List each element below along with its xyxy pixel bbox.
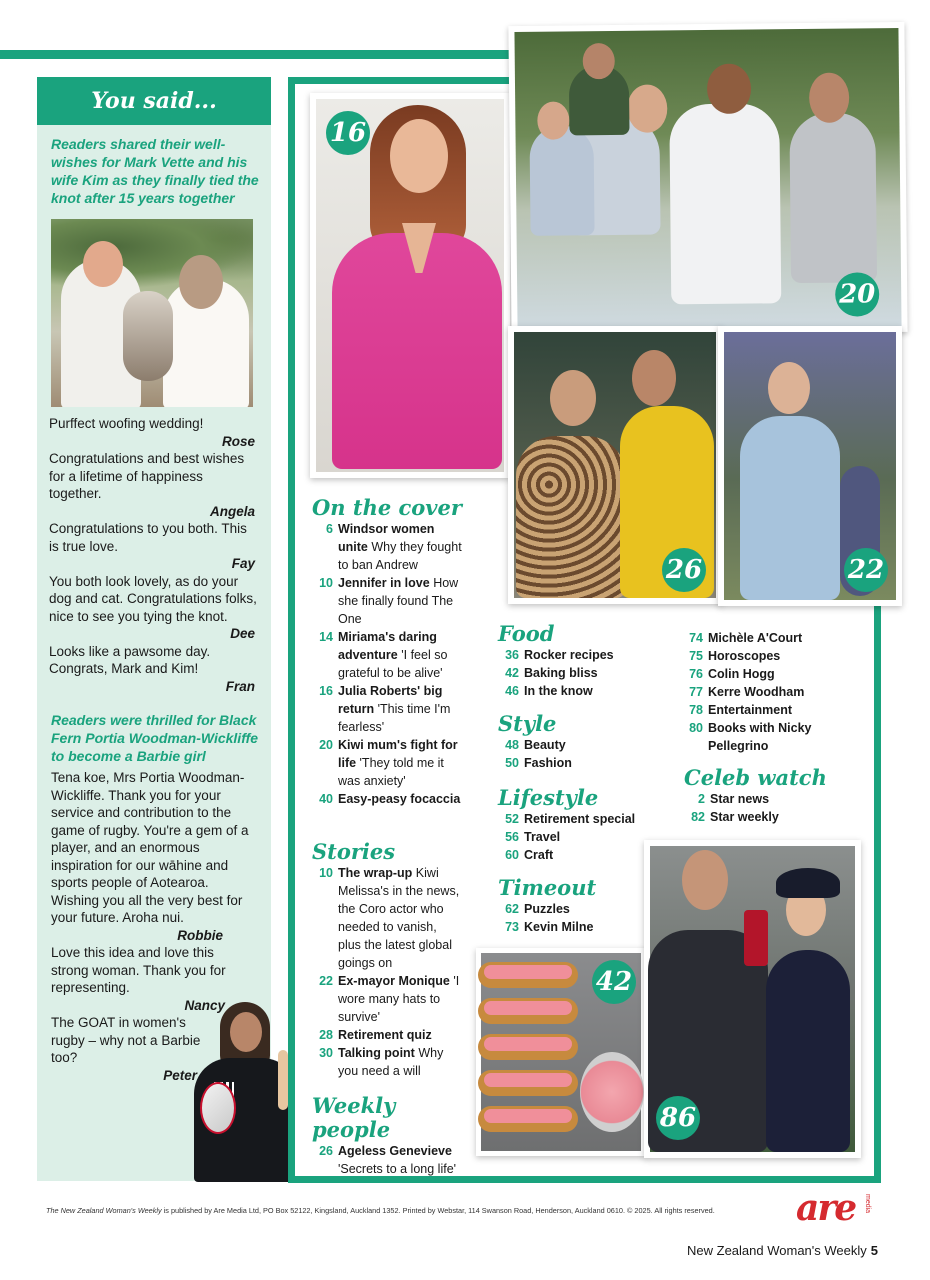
- entry-title: Ex-mayor Monique: [338, 974, 450, 988]
- entry-desc: Why you need a will: [338, 1046, 444, 1078]
- entry-page: 62: [505, 902, 519, 916]
- entry-title: Miriama's daring adventure: [338, 630, 437, 662]
- father-figure: [669, 103, 781, 304]
- timeout-heading: Timeout: [498, 875, 597, 900]
- you-said-heading: You said...: [37, 77, 271, 125]
- entry-desc: 'They told me it was anxiety': [338, 756, 444, 788]
- comment: [49, 573, 259, 643]
- lifestyle-list: [498, 810, 668, 864]
- entry-title: Michèle A'Court: [708, 631, 803, 645]
- entry-page: 42: [505, 666, 519, 680]
- contents-entry[interactable]: [312, 1044, 462, 1080]
- entry-title: Colin Hogg: [708, 667, 775, 681]
- contents-entry[interactable]: [684, 790, 864, 808]
- entry-title: Horoscopes: [708, 649, 781, 663]
- you-said-intro: Readers shared their well-wishes for Mark Vette and his wife Kim as they finally tied the knot after 15 years together: [51, 136, 259, 206]
- entry-title: The wrap-up: [338, 866, 413, 880]
- mother-head: [627, 84, 668, 132]
- leopard-print-figure: [516, 436, 626, 598]
- entry-page: 30: [319, 1046, 333, 1060]
- timeout-list: [498, 900, 638, 936]
- contents-entry[interactable]: [682, 701, 862, 719]
- daughter-figure: [789, 112, 877, 283]
- style-list: [498, 736, 668, 772]
- entry-title: Windsor women unite: [338, 522, 435, 554]
- contents-entry[interactable]: [312, 574, 462, 628]
- comment: [49, 415, 259, 450]
- imprint-footer: [46, 1206, 786, 1215]
- contents-entry[interactable]: [312, 790, 462, 808]
- toddler-head: [537, 101, 569, 139]
- comment-author: Fran: [225, 678, 255, 694]
- comment-text: The GOAT in women's rugby – why not a Barbie too?: [51, 1015, 201, 1065]
- eclair: [478, 1106, 578, 1132]
- julia-roberts-photo[interactable]: [310, 93, 510, 478]
- face-shape: [390, 119, 448, 193]
- entry-title: Beauty: [524, 738, 566, 752]
- comment-author: Peter: [163, 1067, 197, 1083]
- celeb-watch-heading: Celeb watch: [684, 765, 827, 790]
- contents-entry[interactable]: [312, 682, 462, 736]
- entry-page: 36: [505, 648, 519, 662]
- eclair: [478, 1070, 578, 1096]
- entry-page: 78: [689, 703, 703, 717]
- entry-title: Fashion: [524, 756, 572, 770]
- on-the-cover-heading: On the cover: [312, 495, 462, 520]
- page-badge: 86: [656, 1096, 700, 1140]
- on-the-cover-section: [312, 496, 462, 808]
- contents-entry[interactable]: [682, 683, 862, 701]
- contents-entry[interactable]: [498, 646, 668, 664]
- are-media-logo: are: [796, 1187, 856, 1229]
- icing-bowl: [580, 1052, 644, 1132]
- genevieve-photo[interactable]: [508, 326, 722, 604]
- entry-page: 80: [689, 721, 703, 735]
- timeout-section: [498, 876, 638, 936]
- contents-entry[interactable]: [312, 520, 462, 574]
- contents-entry[interactable]: [312, 1026, 462, 1044]
- entry-title: Retirement special: [524, 812, 636, 826]
- comment: [49, 450, 259, 520]
- contents-entry[interactable]: [684, 808, 864, 826]
- columnists-list: [682, 629, 862, 755]
- entry-page: 56: [505, 830, 519, 844]
- entry-title: Easy-peasy focaccia: [338, 792, 461, 806]
- comment-author: Fay: [231, 556, 255, 571]
- weekly-people-list: [312, 1142, 472, 1178]
- page-badge: 26: [662, 548, 706, 592]
- entry-title: Talking point: [338, 1046, 415, 1060]
- page-badge: 20: [835, 272, 879, 316]
- publication-name: The New Zealand Woman's Weekly: [46, 1206, 162, 1215]
- comment-text: Tena koe, Mrs Portia Woodman-Wickliffe. Thank you for your service and contribution to the game of rugby. You're a gem of a player, and an enormous inspiration for our wāhine and sports people of Aotearoa. Wishing you all the very best for your future. Aroha nui.: [51, 770, 249, 925]
- comment-text: Purffect woofing wedding!: [49, 416, 204, 431]
- cat-figure: [123, 291, 173, 381]
- stories-heading: Stories: [312, 839, 396, 864]
- food-heading: Food: [498, 621, 555, 646]
- entry-page: 46: [505, 684, 519, 698]
- entry-desc: 'I wore many hats to survive': [338, 974, 460, 1024]
- comments-list: [37, 407, 271, 695]
- entry-desc: Why they fought to ban Andrew: [338, 540, 462, 572]
- contents-entry[interactable]: [498, 846, 668, 864]
- family-photo[interactable]: [508, 22, 907, 336]
- contents-entry[interactable]: [498, 754, 668, 772]
- comment-author: Rose: [221, 433, 255, 449]
- comment-text: Congratulations to you both. This is true love.: [49, 521, 247, 554]
- food-list: [498, 646, 668, 700]
- entry-desc: 'Secrets to a long life': [338, 1162, 457, 1176]
- entry-page: 10: [319, 866, 333, 880]
- entry-title: Retirement quiz: [338, 1028, 432, 1042]
- entry-title: Baking bliss: [524, 666, 598, 680]
- comment-author: Dee: [230, 626, 255, 641]
- imprint-text: is published by Are Media Ltd, PO Box 52122, Kingsland, Auckland 1352. Printed by Webstar, 114 Swanson Road, Henderson, Auckland 0610. © 2025. All rights reserved.: [161, 1206, 715, 1215]
- contents-entry[interactable]: [498, 900, 638, 918]
- son-head: [583, 43, 615, 79]
- rugby-ball: [200, 1082, 236, 1134]
- entry-page: 28: [319, 1028, 333, 1042]
- columnists-section: [682, 629, 862, 755]
- eclair: [478, 998, 578, 1024]
- contents-entry[interactable]: [498, 664, 668, 682]
- contents-entry[interactable]: [682, 629, 862, 647]
- entry-title: Rocker recipes: [524, 648, 614, 662]
- older-woman-head: [550, 370, 596, 426]
- entry-title: Kiwi mum's fight for life: [338, 738, 458, 770]
- contents-entry[interactable]: [682, 719, 862, 755]
- contents-entry[interactable]: [682, 665, 862, 683]
- dress-figure: [766, 950, 850, 1152]
- barbie-doll: [278, 1050, 288, 1110]
- celeb-watch-section: [684, 766, 864, 826]
- younger-woman-head: [632, 350, 676, 406]
- wedding-photo: [51, 219, 253, 407]
- comment-text: Looks like a pawsome day. Congrats, Mark and Kim!: [49, 643, 211, 676]
- david-head: [682, 850, 728, 910]
- comment-author: Nancy: [184, 997, 225, 1013]
- entry-page: 76: [689, 667, 703, 681]
- entry-page: 48: [505, 738, 519, 752]
- entry-page: 6: [326, 522, 333, 536]
- contents-entry[interactable]: [498, 828, 668, 846]
- entry-title: In the know: [524, 684, 593, 698]
- entry-title: Jennifer in love: [338, 576, 430, 590]
- entry-title: Puzzles: [524, 902, 570, 916]
- contents-entry[interactable]: [312, 972, 462, 1026]
- groom-head: [83, 241, 123, 287]
- entry-desc: 'I feel so grateful to be alive': [338, 648, 448, 680]
- daughter-head: [809, 73, 850, 123]
- entry-page: 14: [319, 630, 333, 644]
- blue-suit-figure: [740, 416, 840, 600]
- comment: [49, 643, 259, 696]
- style-heading: Style: [498, 711, 557, 736]
- stories-section: [312, 840, 462, 1080]
- are-media-logo-sub: media: [864, 1194, 871, 1214]
- entry-page: 26: [319, 1144, 333, 1158]
- comment-author: Robbie: [177, 927, 223, 943]
- entry-title: Books with Nicky Pellegrino: [708, 721, 812, 753]
- celeb-watch-list: [684, 790, 864, 826]
- toddler-figure: [529, 125, 594, 236]
- style-section: [498, 712, 668, 772]
- comment: [49, 520, 259, 573]
- medal-box: [744, 910, 768, 966]
- entry-page: 75: [689, 649, 703, 663]
- contents-entry[interactable]: [312, 1142, 472, 1178]
- entry-page: 22: [319, 974, 333, 988]
- entry-page: 40: [319, 792, 333, 806]
- contents-entry[interactable]: [312, 736, 462, 790]
- entry-page: 60: [505, 848, 519, 862]
- monique-head: [768, 362, 810, 414]
- comment-text: You both look lovely, as do your dog and cat. Congratulations folks, nice to see you tying the knot.: [49, 573, 257, 624]
- entry-page: 16: [319, 684, 333, 698]
- eclairs-photo[interactable]: [476, 948, 646, 1156]
- entry-title: Ageless Genevieve: [338, 1144, 452, 1158]
- entry-title: Travel: [524, 830, 561, 844]
- weekly-people-section: [312, 1094, 472, 1178]
- page-badge: 42: [592, 960, 636, 1004]
- top-rule: [0, 50, 520, 59]
- entry-title: Kerre Woodham: [708, 685, 805, 699]
- folio-title: New Zealand Woman's Weekly: [687, 1243, 867, 1258]
- entry-page: 50: [505, 756, 519, 770]
- bride-head: [179, 255, 223, 309]
- lifestyle-heading: Lifestyle: [498, 785, 599, 810]
- contents-entry[interactable]: [682, 647, 862, 665]
- player-face: [230, 1012, 262, 1052]
- entry-title: Julia Roberts' big return: [338, 684, 443, 716]
- beckham-photo[interactable]: [644, 840, 861, 1158]
- entry-page: 74: [689, 631, 703, 645]
- comment-author: Angela: [209, 503, 255, 519]
- page-badge: 16: [326, 111, 370, 155]
- eclair: [478, 962, 578, 988]
- contents-entry[interactable]: [312, 864, 462, 972]
- entry-desc: How she finally found The One: [338, 576, 459, 626]
- lifestyle-section: [498, 786, 668, 864]
- on-the-cover-list: [312, 520, 462, 808]
- page-folio: [687, 1243, 878, 1258]
- comment: [51, 1014, 201, 1084]
- entry-desc: 'This time I'm fearless': [338, 702, 451, 734]
- monique-photo[interactable]: [718, 326, 902, 606]
- page-number: 5: [870, 1243, 878, 1258]
- comment: [51, 769, 259, 944]
- page-badge: 22: [844, 548, 888, 592]
- entry-page: 73: [505, 920, 519, 934]
- contents-entry[interactable]: [498, 682, 668, 700]
- contents-entry[interactable]: [498, 736, 668, 754]
- eclair: [478, 1034, 578, 1060]
- father-head: [707, 64, 752, 114]
- contents-entry[interactable]: [498, 810, 668, 828]
- entry-title: Star news: [710, 792, 770, 806]
- comment-text: Congratulations and best wishes for a lifetime of happiness together.: [49, 451, 245, 501]
- entry-title: Entertainment: [708, 703, 793, 717]
- contents-entry[interactable]: [498, 918, 638, 936]
- entry-title: Kevin Milne: [524, 920, 594, 934]
- stories-list: [312, 864, 462, 1080]
- entry-title: Craft: [524, 848, 554, 862]
- entry-desc: Kiwi Melissa's in the news, the Coro actor who needed to vanish, plus the latest global goings on: [338, 866, 460, 970]
- weekly-people-heading: Weekly people: [312, 1093, 396, 1142]
- entry-title: Star weekly: [710, 810, 779, 824]
- contents-entry[interactable]: [312, 628, 462, 682]
- fascinator-hat: [776, 868, 840, 898]
- entry-page: 77: [689, 685, 703, 699]
- comment-text: Love this idea and love this strong woman. Thank you for representing.: [51, 945, 226, 995]
- entry-page: 2: [698, 792, 705, 806]
- food-section: [498, 622, 668, 700]
- entry-page: 20: [319, 738, 333, 752]
- entry-page: 82: [691, 810, 705, 824]
- entry-page: 10: [319, 576, 333, 590]
- you-said-subheading: Readers were thrilled for Black Fern Portia Woodman-Wickliffe to become a Barbie girl: [51, 712, 259, 764]
- entry-page: 52: [505, 812, 519, 826]
